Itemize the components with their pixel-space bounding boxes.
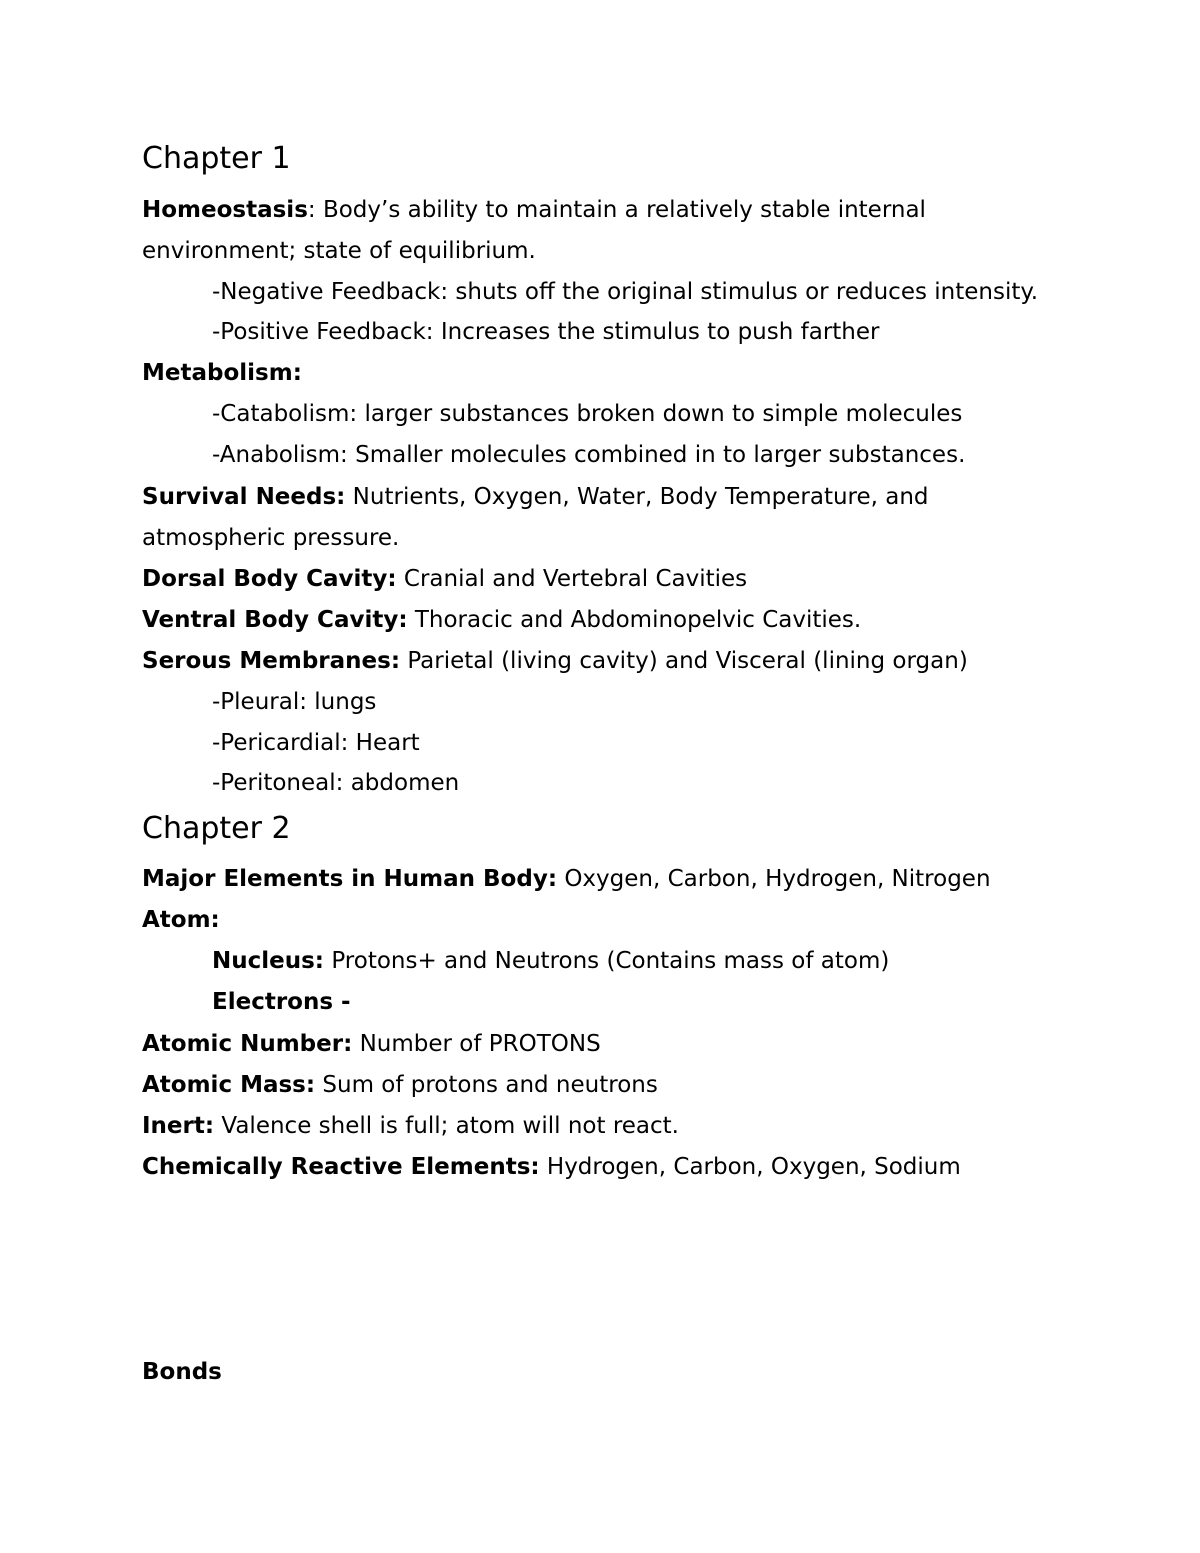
atomic-mass-line xyxy=(142,1071,658,1099)
pleural-text: -Pleural: lungs xyxy=(212,689,377,715)
homeostasis-term: Homeostasis xyxy=(142,197,308,223)
serous-def: Parietal (living cavity) and Visceral (lining organ) xyxy=(400,648,968,674)
positive-feedback-item xyxy=(212,318,879,346)
survival-term: Survival Needs: xyxy=(142,484,346,510)
ventral-def: Thoracic and Abdominopelvic Cavities. xyxy=(407,607,862,633)
inert-def: Valence shell is full; atom will not react. xyxy=(214,1113,679,1139)
atomic-mass-term: Atomic Mass: xyxy=(142,1072,316,1098)
catabolism-item xyxy=(212,400,962,428)
anabolism-text: -Anabolism: Smaller molecules combined in to larger substances. xyxy=(212,442,966,468)
bonds-term: Bonds xyxy=(142,1359,222,1385)
inert-line xyxy=(142,1112,679,1140)
atomic-number-line xyxy=(142,1030,601,1058)
metabolism-term: Metabolism: xyxy=(142,360,302,386)
anabolism-item xyxy=(212,441,965,469)
chapter-1-heading xyxy=(142,141,291,177)
dorsal-line xyxy=(142,565,747,593)
major-elements-line xyxy=(142,865,991,893)
survival-def-1: Nutrients, Oxygen, Water, Body Temperature, and xyxy=(345,484,929,510)
nucleus-def: Protons+ and Neutrons (Contains mass of atom) xyxy=(324,948,890,974)
survival-line-1 xyxy=(142,483,929,511)
negative-feedback-text: -Negative Feedback: shuts off the original stimulus or reduces intensity. xyxy=(212,279,1039,305)
atomic-mass-def: Sum of protons and neutrons xyxy=(315,1072,658,1098)
positive-feedback-text: -Positive Feedback: Increases the stimulus to push farther xyxy=(212,319,880,345)
pleural-item xyxy=(212,688,376,716)
homeostasis-line-2 xyxy=(142,237,536,265)
nucleus-line xyxy=(212,947,889,975)
ventral-line xyxy=(142,606,861,634)
chapter-2-heading xyxy=(142,811,291,847)
metabolism-line xyxy=(142,359,302,387)
dorsal-def: Cranial and Vertebral Cavities xyxy=(396,566,748,592)
chapter-1-title: Chapter 1 xyxy=(142,141,291,176)
nucleus-term: Nucleus: xyxy=(212,948,325,974)
reactive-elements-line xyxy=(142,1153,961,1181)
electrons-term: Electrons - xyxy=(212,989,351,1015)
pericardial-item xyxy=(212,729,420,757)
electrons-line xyxy=(212,988,351,1016)
peritoneal-item xyxy=(212,769,459,797)
major-elements-term: Major Elements in Human Body: xyxy=(142,866,558,892)
homeostasis-def-1: : Body’s ability to maintain a relatively stable internal xyxy=(307,197,926,223)
survival-def-2: atmospheric pressure. xyxy=(142,525,400,551)
negative-feedback-item xyxy=(212,278,1038,306)
dorsal-term: Dorsal Body Cavity: xyxy=(142,566,397,592)
inert-term: Inert: xyxy=(142,1113,215,1139)
survival-line-2 xyxy=(142,524,399,552)
homeostasis-def-2: environment; state of equilibrium. xyxy=(142,238,536,264)
chapter-2-title: Chapter 2 xyxy=(142,811,291,846)
serous-term: Serous Membranes: xyxy=(142,648,401,674)
pericardial-text: -Pericardial: Heart xyxy=(212,730,420,756)
atom-line xyxy=(142,906,220,934)
peritoneal-text: -Peritoneal: abdomen xyxy=(212,770,460,796)
reactive-elements-term: Chemically Reactive Elements: xyxy=(142,1154,540,1180)
atomic-number-term: Atomic Number: xyxy=(142,1031,353,1057)
homeostasis-line-1 xyxy=(142,196,926,224)
ventral-term: Ventral Body Cavity: xyxy=(142,607,408,633)
major-elements-def: Oxygen, Carbon, Hydrogen, Nitrogen xyxy=(557,866,991,892)
atom-term: Atom: xyxy=(142,907,220,933)
reactive-elements-def: Hydrogen, Carbon, Oxygen, Sodium xyxy=(539,1154,961,1180)
serous-line xyxy=(142,647,968,675)
atomic-number-def: Number of PROTONS xyxy=(352,1031,601,1057)
bonds-line xyxy=(142,1358,222,1386)
catabolism-text: -Catabolism: larger substances broken down to simple molecules xyxy=(212,401,963,427)
